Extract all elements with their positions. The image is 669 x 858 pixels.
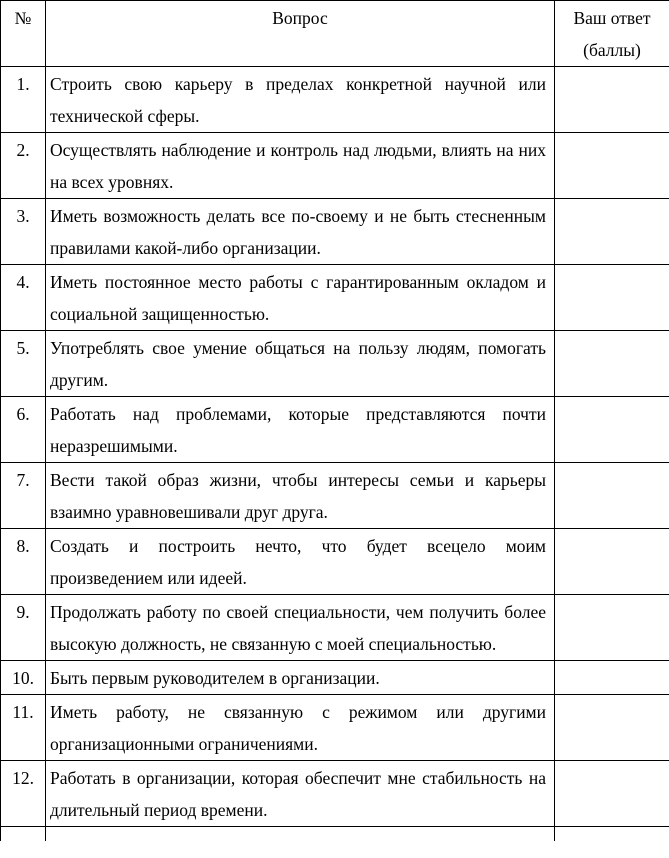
row-number: 6. (1, 397, 46, 463)
question-text: Работать в организации, которая обеспечит мне стабильность на длительный период времени. (46, 761, 555, 827)
row-number (1, 827, 46, 841)
table-row (1, 595, 669, 661)
answer-cell[interactable] (555, 67, 669, 133)
answer-cell[interactable] (555, 761, 669, 827)
row-number: 4. (1, 265, 46, 331)
answer-cell[interactable] (555, 397, 669, 463)
row-number: 7. (1, 463, 46, 529)
row-number: 11. (1, 695, 46, 761)
answer-cell[interactable] (555, 133, 669, 199)
table-row (1, 661, 669, 695)
table-row (1, 331, 669, 397)
answer-cell[interactable] (555, 199, 669, 265)
answer-cell[interactable] (555, 529, 669, 595)
question-text: Вести такой образ жизни, чтобы интересы семьи и карьеры взаимно уравновешивали друг друга. (46, 463, 555, 529)
column-header-number: № (1, 1, 46, 67)
answer-cell[interactable] (555, 265, 669, 331)
question-text: Работать над проблемами, которые представляются почти неразрешимыми. (46, 397, 555, 463)
question-text (46, 827, 555, 841)
question-text: Иметь возможность делать все по-своему и не быть стесненным правилами какой-либо организации. (46, 199, 555, 265)
table-row (1, 761, 669, 827)
answer-cell[interactable] (555, 695, 669, 761)
partial-row (1, 827, 669, 841)
question-text: Осуществлять наблюдение и контроль над людьми, влиять на них на всех уровнях. (46, 133, 555, 199)
row-number: 5. (1, 331, 46, 397)
question-text: Быть первым руководителем в организации. (46, 661, 555, 695)
answer-cell[interactable] (555, 661, 669, 695)
table-row (1, 67, 669, 133)
answer-cell[interactable] (555, 595, 669, 661)
table-row (1, 133, 669, 199)
answer-header-line1: Ваш ответ (573, 8, 651, 28)
question-text: Строить свою карьеру в пределах конкретной научной или технической сферы. (46, 67, 555, 133)
table-row (1, 265, 669, 331)
answer-cell[interactable] (555, 331, 669, 397)
row-number: 9. (1, 595, 46, 661)
table-row (1, 695, 669, 761)
answer-cell[interactable] (555, 827, 669, 841)
row-number: 1. (1, 67, 46, 133)
answer-cell[interactable] (555, 463, 669, 529)
question-text: Употреблять свое умение общаться на пользу людям, помогать другим. (46, 331, 555, 397)
column-header-answer (555, 1, 669, 67)
question-text: Создать и построить нечто, что будет всецело моим произведением или идеей. (46, 529, 555, 595)
question-text: Иметь постоянное место работы с гарантированным окладом и социальной защищенностью. (46, 265, 555, 331)
answer-header-line2: (баллы) (583, 40, 641, 60)
header-row (1, 1, 669, 67)
table-row (1, 199, 669, 265)
table-row (1, 463, 669, 529)
row-number: 10. (1, 661, 46, 695)
row-number: 2. (1, 133, 46, 199)
table-row (1, 529, 669, 595)
column-header-question: Вопрос (46, 1, 555, 67)
row-number: 12. (1, 761, 46, 827)
question-text: Иметь работу, не связанную с режимом или другими организационными ограничениями. (46, 695, 555, 761)
row-number: 3. (1, 199, 46, 265)
table-row (1, 397, 669, 463)
question-text: Продолжать работу по своей специальности, чем получить более высокую должность, не связанную с моей специальностью. (46, 595, 555, 661)
row-number: 8. (1, 529, 46, 595)
